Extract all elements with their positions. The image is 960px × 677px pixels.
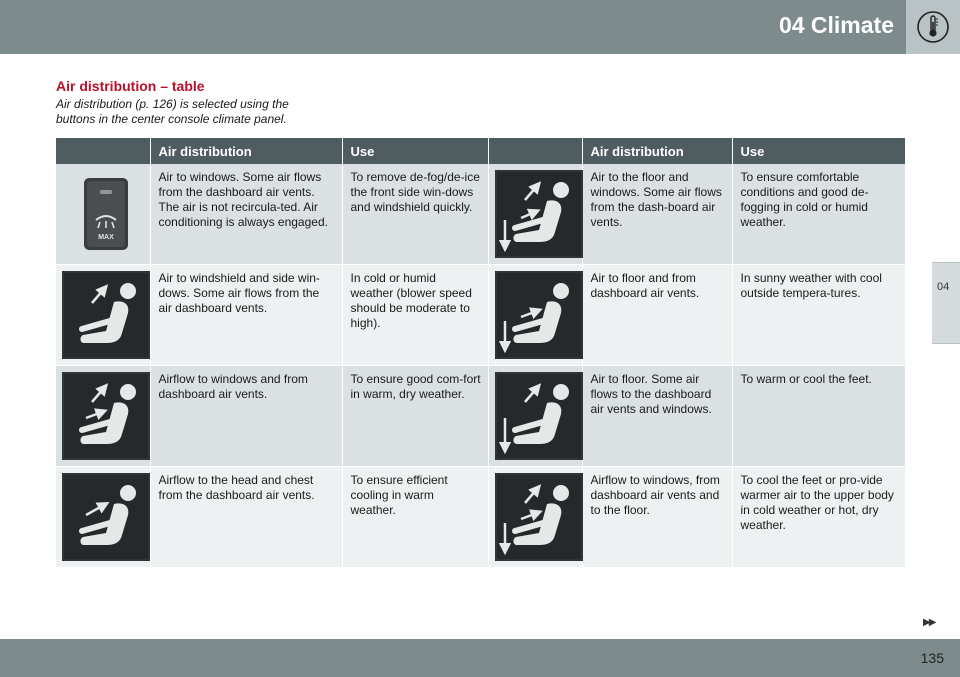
airflow-all-icon — [495, 473, 583, 561]
section-title: Air distribution – table — [56, 78, 205, 94]
page-footer — [0, 639, 960, 677]
page-number: 135 — [920, 650, 944, 666]
use-cell: To warm or cool the feet. — [732, 366, 905, 467]
section-intro: Air distribution (p. 126) is selected using the buttons in the center console climate panel. — [56, 97, 289, 126]
table-row — [56, 265, 905, 366]
distribution-cell: Air to floor and from dashboard air vents. — [582, 265, 732, 366]
table-row — [56, 164, 905, 265]
icon-cell — [488, 366, 582, 467]
table-row — [56, 366, 905, 467]
distribution-cell: Airflow to windows and from dashboard air vents. — [150, 366, 342, 467]
use-cell: To remove de-fog/de-ice the front side win-dows and windshield quickly. — [342, 164, 488, 265]
air-distribution-table — [56, 138, 906, 568]
airflow-windshield-icon — [62, 271, 150, 359]
icon-cell — [56, 265, 150, 366]
icon-cell — [488, 467, 582, 568]
distribution-cell: Airflow to the head and chest from the dashboard air vents. — [150, 467, 342, 568]
column-header-use: Use — [732, 138, 905, 164]
chapter-icon-box — [906, 0, 960, 54]
thermometer-icon — [916, 10, 950, 44]
max-defrost-button-icon — [62, 170, 150, 258]
icon-cell — [56, 164, 150, 265]
max-button-label: MAX — [98, 234, 114, 241]
distribution-cell: Airflow to windows, from dashboard air vents and to the floor. — [582, 467, 732, 568]
icon-cell — [488, 164, 582, 265]
distribution-cell: Air to windshield and side win-dows. Some air flows from the air dashboard vents. — [150, 265, 342, 366]
column-header-air-distribution: Air distribution — [582, 138, 732, 164]
use-cell: To ensure comfortable conditions and good de-fogging in cold or humid weather. — [732, 164, 905, 265]
icon-cell — [56, 467, 150, 568]
airflow-floor-dashboard-icon — [495, 271, 583, 359]
table-header-row — [56, 138, 905, 164]
column-header-air-distribution: Air distribution — [150, 138, 342, 164]
use-cell: To ensure good com-fort in warm, dry weather. — [342, 366, 488, 467]
airflow-floor-windows-dashboard-icon — [495, 170, 583, 258]
table-row — [56, 467, 905, 568]
airflow-floor-windows-icon — [495, 372, 583, 460]
chapter-side-tab[interactable] — [932, 262, 960, 344]
side-tab-label: 04 — [937, 281, 950, 293]
use-cell: To cool the feet or pro-vide warmer air to the upper body in cold weather or hot, dry weather. — [732, 467, 905, 568]
icon-cell — [56, 366, 150, 467]
use-cell: To ensure efficient cooling in warm weather. — [342, 467, 488, 568]
distribution-cell: Air to windows. Some air flows from the dashboard air vents. The air is not recircula-ted. Air conditioning is always engaged. — [150, 164, 342, 265]
use-cell: In sunny weather with cool outside tempera-tures. — [732, 265, 905, 366]
airflow-windows-dashboard-icon — [62, 372, 150, 460]
airflow-head-chest-icon — [62, 473, 150, 561]
distribution-cell: Air to floor. Some air flows to the dashboard air vents and windows. — [582, 366, 732, 467]
double-chevron-right-icon[interactable]: ▶▶ — [923, 617, 935, 628]
use-cell: In cold or humid weather (blower speed should be moderate to high). — [342, 265, 488, 366]
chapter-title: 04 Climate — [778, 12, 894, 38]
icon-cell — [488, 265, 582, 366]
column-header-use: Use — [342, 138, 488, 164]
column-header-icon-left — [56, 138, 150, 164]
column-header-icon-right — [488, 138, 582, 164]
distribution-cell: Air to the floor and windows. Some air flows from the dash-board air vents. — [582, 164, 732, 265]
